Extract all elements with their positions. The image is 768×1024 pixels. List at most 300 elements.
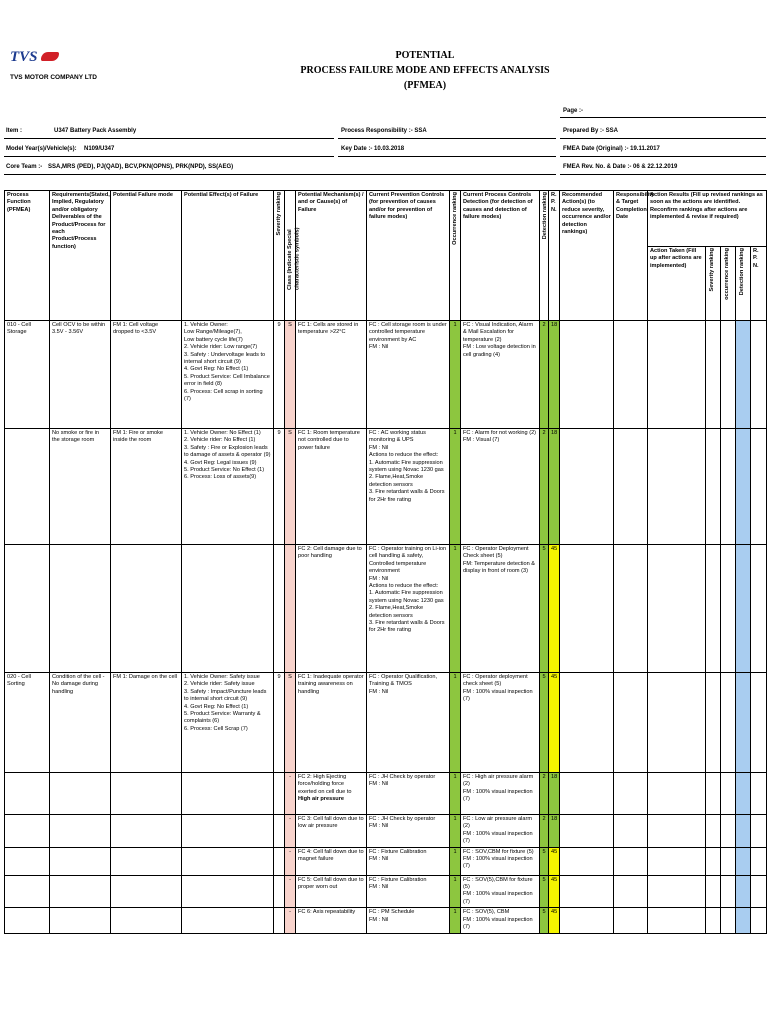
prepared-by: Prepared By :- SSA (563, 128, 619, 134)
model-value: N109/U347 (84, 146, 115, 152)
effects-cell (182, 545, 274, 673)
requirement-cell (50, 847, 111, 875)
doc-title-line3: (PFMEA) (403, 80, 447, 91)
rpn-cell (549, 545, 560, 673)
detection-cell (540, 773, 549, 815)
rpn-cell (549, 429, 560, 545)
detection-cell-text: 2 (542, 774, 546, 780)
header-recommended: Recommended Action(s) (to reduce severity, occurrence and/or detection rankings) (560, 191, 614, 321)
detection-controls-cell-text: FC : SOV(5), CBM FM : 100% visual inspection (7) (463, 909, 533, 931)
header-failure-mode: Potential Failure mode (111, 191, 182, 321)
class-cell (285, 908, 296, 934)
revised-severity-cell (706, 908, 721, 934)
table-row (5, 908, 767, 934)
prevention-cell (367, 815, 450, 848)
detection-cell-text: 2 (542, 322, 546, 328)
failure-mode-cell-text: FM 1: Fire or smoke inside the room (113, 430, 164, 444)
responsibility-cell (614, 321, 648, 429)
detection-cell (540, 908, 549, 934)
header-effects: Potential Effect(s) of Failure (182, 191, 274, 321)
recommended-action-cell (560, 875, 614, 908)
class-cell-text: S (288, 674, 292, 680)
recommended-action-cell (560, 545, 614, 673)
recommended-action-cell (560, 321, 614, 429)
revised-severity-cell (706, 815, 721, 848)
prevention-cell-text: FC : Operator Qualification, Training & TMOS FM : Nil (369, 674, 438, 695)
rpn-cell-text: 18 (551, 430, 558, 436)
class-cell-text: S (288, 322, 292, 328)
class-cell (285, 673, 296, 773)
occurrence-cell (450, 545, 461, 673)
revised-severity-cell (706, 875, 721, 908)
responsibility-cell (614, 815, 648, 848)
fmea-revision: FMEA Rev. No. & Date :- 06 & 22.12.2019 (563, 164, 678, 170)
header-severity (274, 191, 285, 321)
detection-cell (540, 875, 549, 908)
prevention-cell (367, 908, 450, 934)
detection-controls-cell-text: FC : Low air pressure alarm (2) FM : 100% visual inspection (7) (463, 816, 533, 845)
cause-cell (296, 673, 367, 773)
cause-cell-text: FC 6: Axis repeatability (298, 909, 356, 916)
company-name: TVS MOTOR COMPANY LTD (10, 74, 97, 81)
requirement-cell (50, 875, 111, 908)
cause-cell (296, 429, 367, 545)
prevention-cell (367, 847, 450, 875)
process-function-cell (5, 847, 50, 875)
class-cell-text: - (289, 909, 291, 916)
recommended-action-cell (560, 847, 614, 875)
action-taken-cell (648, 847, 706, 875)
responsibility-cell (614, 875, 648, 908)
class-cell-text: - (289, 876, 291, 883)
detection-cell-text: 5 (542, 876, 546, 883)
severity-cell (274, 847, 285, 875)
prevention-cell (367, 875, 450, 908)
class-cell (285, 815, 296, 848)
header-action-taken: Action Taken (Fill up after actions are implemented) (648, 247, 706, 321)
failure-mode-cell (111, 673, 182, 773)
revised-rpn-cell (751, 847, 767, 875)
fmea-date: FMEA Date (Original) :- 19.11.2017 (563, 146, 660, 152)
revised-rpn-cell (751, 815, 767, 848)
process-responsibility: Process Responsibility :- SSA (341, 128, 427, 134)
detection-controls-cell (461, 908, 540, 934)
effects-cell (182, 847, 274, 875)
cause-cell (296, 545, 367, 673)
prevention-cell-text: FC : AC working status monitoring & UPS FM : Nil Actions to reduce the effect: 1. Automatic Fire suppression system using Novac 1230 gas 2. Flame,Heat,Smoke detection sensors 3. Fire retardant walls & Doors for 2Hr fire rating (369, 430, 445, 503)
occurrence-cell-text: 1 (453, 848, 457, 855)
process-function-cell-text: 010 - Cell Storage (7, 322, 31, 336)
failure-mode-cell (111, 815, 182, 848)
prevention-cell (367, 429, 450, 545)
prevention-cell-text: FC : Cell storage room is under controlled temperature environment by AC FM : Nil (369, 322, 447, 351)
revised-detection-cell (736, 773, 751, 815)
model-label: Model Year(s)/Vehicle(s): (6, 146, 77, 152)
revised-rpn-cell (751, 321, 767, 429)
rpn-cell (549, 673, 560, 773)
failure-mode-cell (111, 321, 182, 429)
header-occurrence-text: Occurrence ranking (452, 192, 458, 245)
rpn-cell-text: 45 (551, 546, 558, 552)
rpn-cell-text: 45 (551, 674, 558, 680)
occurrence-cell-text: 1 (453, 546, 457, 552)
failure-mode-cell (111, 545, 182, 673)
requirement-cell-text: Cell OCV to be within 3.5V - 3.56V (52, 322, 106, 336)
action-taken-cell (648, 875, 706, 908)
horse-logo-icon (41, 52, 59, 61)
cause-cell-text: FC 1: Inadequate operator training awareness on handling (298, 674, 364, 695)
detection-controls-cell (461, 815, 540, 848)
action-taken-cell (648, 908, 706, 934)
prevention-cell-text: FC : Fixture Calibration FM : Nil (369, 876, 427, 891)
header-requirements: Requirements(Stated, Implied, Regulatory and/or obligatory Deliverables of the Product/Process for each Product/Process function) (50, 191, 111, 321)
rpn-cell (549, 875, 560, 908)
detection-cell-text: 5 (542, 909, 546, 916)
cause-cell-text: FC 5: Cell fall down due to proper worn out (298, 876, 364, 891)
effects-cell (182, 321, 274, 429)
detection-cell (540, 545, 549, 673)
doc-title-line2: PROCESS FAILURE MODE AND EFFECTS ANALYSIS (300, 65, 550, 76)
revised-occurrence-cell (721, 673, 736, 773)
core-team-label: Core Team :- (6, 164, 43, 170)
table-row (5, 815, 767, 848)
detection-cell (540, 429, 549, 545)
requirement-cell (50, 321, 111, 429)
cause-cell (296, 875, 367, 908)
prevention-cell-text: FC : Operator training on Li-ion cell handling & safety, Controlled temperature environment FM : Nil Actions to reduce the effect: 1. Automatic Fire suppression system using Novac 1230 gas 2. Flame,Heat,Smoke detection sensors 3. Fire retardant walls & Doors for 2Hr fire rating (369, 546, 447, 634)
revised-rpn-cell (751, 673, 767, 773)
occurrence-cell-text: 1 (453, 322, 457, 328)
process-function-cell (5, 321, 50, 429)
rpn-cell-text: 18 (551, 816, 558, 822)
header-severity-text: Severity ranking (276, 192, 282, 236)
occurrence-cell (450, 429, 461, 545)
detection-controls-cell-text: FC : SOV,CBM for fixture (5) FM : 100% visual inspection (7) (463, 848, 534, 870)
prevention-cell (367, 321, 450, 429)
class-cell (285, 429, 296, 545)
class-cell (285, 545, 296, 673)
header-occurrence (450, 191, 461, 321)
class-cell (285, 773, 296, 815)
occurrence-cell (450, 815, 461, 848)
effects-cell (182, 815, 274, 848)
detection-controls-cell-text: FC : Alarm for not working (2) FM : Visual (7) (463, 430, 537, 444)
revised-severity-cell (706, 773, 721, 815)
prevention-cell-text: FC : JH Check by operator FM : Nil (369, 816, 436, 830)
cause-cell-text: FC 1: Room temperature not controlled due to power failure (298, 430, 360, 451)
process-function-cell (5, 815, 50, 848)
revised-severity-cell (706, 847, 721, 875)
requirement-cell (50, 673, 111, 773)
responsibility-cell (614, 773, 648, 815)
revised-rpn-cell (751, 908, 767, 934)
revised-detection-cell (736, 429, 751, 545)
severity-cell (274, 545, 285, 673)
header-detection-revised (736, 247, 751, 321)
occurrence-cell-text: 1 (453, 430, 457, 436)
header-occurrence-revised (721, 247, 736, 321)
detection-cell-text: 5 (542, 674, 546, 680)
class-cell-text: - (289, 816, 291, 822)
header-severity-revised-text: Severity ranking (709, 248, 716, 292)
action-taken-cell (648, 673, 706, 773)
table-row (5, 875, 767, 908)
severity-cell (274, 321, 285, 429)
class-cell-text: S (288, 430, 292, 436)
table-row (5, 773, 767, 815)
pfmea-table (4, 190, 767, 934)
detection-cell (540, 321, 549, 429)
table-row (5, 847, 767, 875)
cause-emphasis: High air pressure (298, 796, 345, 803)
cause-cell (296, 908, 367, 934)
core-team-value: SSA,MRS (PED), PJ(QAD), BCV,PKN(OPNS), PRK(NPD), SS(AEG) (48, 164, 234, 170)
prevention-cell-text: FC : Fixture Calibration FM : Nil (369, 848, 427, 863)
header-rpn-revised: R. P. N. (751, 247, 767, 321)
detection-cell-text: 2 (542, 430, 546, 436)
requirement-cell-text: Condition of the cell - No damage during handling (52, 674, 105, 695)
revised-occurrence-cell (721, 908, 736, 934)
failure-mode-cell (111, 773, 182, 815)
severity-cell (274, 815, 285, 848)
failure-mode-cell (111, 847, 182, 875)
effects-cell-text: 1. Vehicle Owner: Low Range/Mileage(7), Low battery cycle life(7) 2. Vehicle rider: Low range(7) 3. Safety : Undervoltage leads to internal short circuit (9) 4. Govt Reg: No Effect (1) 5. Product Service: Cell Imbalance error in field (8) 6. Process: Cell scrap in sorting (7) (184, 322, 270, 403)
revised-detection-cell (736, 545, 751, 673)
doc-title-line1: POTENTIAL (395, 50, 455, 61)
cause-cell (296, 815, 367, 848)
revised-occurrence-cell (721, 847, 736, 875)
cause-cell (296, 773, 367, 815)
rpn-cell (549, 847, 560, 875)
header-action-results: Action Results (Fill up revised rankings as soon as the actions are identified. Reconfirm rankings after actions are implemented & revise if required) (648, 191, 767, 247)
revised-occurrence-cell (721, 429, 736, 545)
detection-controls-cell (461, 875, 540, 908)
responsibility-cell (614, 673, 648, 773)
recommended-action-cell (560, 773, 614, 815)
detection-controls-cell (461, 545, 540, 673)
rpn-cell (549, 815, 560, 848)
prevention-cell (367, 545, 450, 673)
class-cell (285, 847, 296, 875)
prevention-cell-text: FC : PM Schedule FM : Nil (369, 909, 415, 923)
detection-controls-cell-text: FC : Visual Indication, Alarm & Mail Escalation for temperature (2) FM : Low voltage detection in cell grading (4) (463, 322, 536, 358)
process-function-cell (5, 773, 50, 815)
item-value: U347 Battery Pack Assembly (54, 128, 137, 134)
rpn-cell (549, 908, 560, 934)
rpn-cell (549, 321, 560, 429)
header-prevention: Current Prevention Controls (for prevention of causes and/or for prevention of failure modes) (367, 191, 450, 321)
severity-cell-text: 9 (277, 430, 281, 436)
class-cell-text: - (289, 774, 291, 780)
revised-severity-cell (706, 673, 721, 773)
detection-controls-cell-text: FC : Operator Deployment Check sheet (5) FM: Temperature detection & display in front of room (3) (463, 546, 536, 575)
effects-cell (182, 875, 274, 908)
key-date: Key Date :- 10.03.2018 (341, 146, 405, 152)
occurrence-cell-text: 1 (453, 876, 457, 883)
detection-controls-cell-text: FC : SOV(5),CBM for fixture (5) FM : 100% visual inspection (7) (463, 876, 533, 905)
revised-severity-cell (706, 429, 721, 545)
detection-cell-text: 5 (542, 546, 546, 552)
prevention-cell-text: FC : JH Check by operator FM : Nil (369, 774, 436, 788)
detection-controls-cell-text: FC : High air pressure alarm (2) FM : 100% visual inspection (7) (463, 774, 534, 803)
occurrence-cell-text: 1 (453, 816, 457, 822)
effects-cell (182, 908, 274, 934)
effects-cell (182, 673, 274, 773)
action-taken-cell (648, 321, 706, 429)
detection-controls-cell (461, 847, 540, 875)
process-function-cell (5, 908, 50, 934)
recommended-action-cell (560, 673, 614, 773)
process-function-cell (5, 545, 50, 673)
occurrence-cell-text: 1 (453, 674, 457, 680)
cause-cell-text: FC 2: High Ejecting force/holding force exerted on cell due to (298, 774, 352, 795)
requirement-cell (50, 545, 111, 673)
severity-cell (274, 773, 285, 815)
effects-cell-text: 1. Vehicle Owner: No Effect (1) 2. Vehicle rider: No Effect (1) 3. Safety : Fire or Explosion leads to damage of assets & operator (9) 4. Govt Reg: Legal issues (9) 5. Product Service: No Effect (1) 6. Process: Loss of assets(9) (184, 430, 271, 481)
header-detection-text: Detection ranking (542, 192, 548, 240)
revised-occurrence-cell (721, 545, 736, 673)
header-detection (540, 191, 549, 321)
severity-cell (274, 429, 285, 545)
cause-cell (296, 321, 367, 429)
company-logo (10, 48, 59, 66)
table-row (5, 545, 767, 673)
item-label: Item : (6, 128, 23, 134)
action-taken-cell (648, 815, 706, 848)
logo-mark: TVS (10, 49, 38, 65)
failure-mode-cell (111, 908, 182, 934)
revised-rpn-cell (751, 875, 767, 908)
requirement-cell (50, 773, 111, 815)
occurrence-cell (450, 773, 461, 815)
revised-detection-cell (736, 908, 751, 934)
process-function-cell-text: 020 - Cell Sorting (7, 674, 31, 688)
action-taken-cell (648, 429, 706, 545)
recommended-action-cell (560, 815, 614, 848)
detection-controls-cell (461, 673, 540, 773)
rpn-cell-text: 45 (551, 848, 558, 855)
header-rpn: R. P. N. (549, 191, 560, 321)
occurrence-cell-text: 1 (453, 909, 457, 916)
page-label: Page :- (563, 108, 584, 114)
requirement-cell-text: No smoke or fire in the storage room (52, 430, 99, 444)
occurrence-cell (450, 875, 461, 908)
effects-cell (182, 773, 274, 815)
rpn-cell-text: 18 (551, 774, 558, 780)
occurrence-cell (450, 847, 461, 875)
class-cell (285, 321, 296, 429)
action-taken-cell (648, 545, 706, 673)
header-class-text: Class (Indicate Special characteristic symbols) (287, 227, 301, 290)
responsibility-cell (614, 847, 648, 875)
detection-controls-cell (461, 773, 540, 815)
cause-cell-text: FC 3: Cell fall down due to low air pressure (298, 816, 364, 830)
header-class (285, 191, 301, 321)
cause-cell-text: FC 2: Cell damage due to poor handling (298, 546, 362, 560)
detection-cell-text: 5 (542, 848, 546, 855)
rpn-cell-text: 45 (551, 909, 558, 916)
header-responsibility: Responsibility & Target Completion Date (614, 191, 648, 321)
header-detection-revised-text: Detection ranking (739, 248, 746, 296)
class-cell (285, 875, 296, 908)
header-occurrence-revised-text: occurrence ranking (724, 248, 731, 300)
revised-detection-cell (736, 847, 751, 875)
detection-cell (540, 815, 549, 848)
severity-cell (274, 673, 285, 773)
requirement-cell (50, 429, 111, 545)
table-row (5, 673, 767, 773)
revised-detection-cell (736, 815, 751, 848)
revised-detection-cell (736, 321, 751, 429)
occurrence-cell (450, 908, 461, 934)
detection-cell-text: 2 (542, 816, 546, 822)
process-function-cell (5, 875, 50, 908)
prevention-cell (367, 673, 450, 773)
header-process-function: Process Function (PFMEA) (5, 191, 50, 321)
rpn-cell-text: 45 (551, 876, 558, 883)
responsibility-cell (614, 545, 648, 673)
table-row (5, 321, 767, 429)
detection-cell (540, 673, 549, 773)
process-function-cell (5, 429, 50, 545)
severity-cell (274, 875, 285, 908)
detection-controls-cell (461, 321, 540, 429)
header-mechanism: Potential Mechanism(s) / and or Cause(s) of Failure (296, 191, 367, 321)
header-severity-revised (706, 247, 721, 321)
occurrence-cell (450, 321, 461, 429)
rpn-cell-text: 18 (551, 322, 558, 328)
table-row (5, 429, 767, 545)
process-function-cell (5, 673, 50, 773)
failure-mode-cell (111, 429, 182, 545)
failure-mode-cell-text: FM 1: Cell voltage dropped to <3.5V (113, 322, 159, 336)
action-taken-cell (648, 773, 706, 815)
recommended-action-cell (560, 908, 614, 934)
occurrence-cell (450, 673, 461, 773)
revised-occurrence-cell (721, 815, 736, 848)
rpn-cell (549, 773, 560, 815)
header-detection-controls: Current Process Controls Detection (for detection of causes and detection of failure modes) (461, 191, 540, 321)
failure-mode-cell-text: FM 1: Damage on the cell (113, 674, 178, 680)
requirement-cell (50, 908, 111, 934)
revised-rpn-cell (751, 545, 767, 673)
effects-cell-text: 1. Vehicle Owner: Safety issue 2. Vehicle rider: Safety issue 3. Safety : Impact/Puncture leads to internal short circuit (9) 4. Govt Reg: No Effect (1) 5. Product Service: Warranty & complaints (6) 6. Process: Cell Scrap (7) (184, 674, 267, 732)
class-cell-text: - (289, 848, 291, 855)
revised-severity-cell (706, 321, 721, 429)
responsibility-cell (614, 908, 648, 934)
detection-controls-cell-text: FC : Operator deployment check sheet (5) FM : 100% visual inspection (7) (463, 674, 533, 703)
detection-cell (540, 847, 549, 875)
revised-occurrence-cell (721, 773, 736, 815)
revised-detection-cell (736, 875, 751, 908)
prevention-cell (367, 773, 450, 815)
cause-cell-text: FC 1: Cells are stored in temperature >22°C (298, 322, 359, 336)
responsibility-cell (614, 429, 648, 545)
requirement-cell (50, 815, 111, 848)
revised-occurrence-cell (721, 875, 736, 908)
effects-cell (182, 429, 274, 545)
revised-rpn-cell (751, 429, 767, 545)
severity-cell-text: 9 (277, 674, 281, 680)
severity-cell (274, 908, 285, 934)
cause-cell-text: FC 4: Cell fall down due to magnet failure (298, 848, 364, 863)
revised-severity-cell (706, 545, 721, 673)
failure-mode-cell (111, 875, 182, 908)
detection-controls-cell (461, 429, 540, 545)
revised-detection-cell (736, 673, 751, 773)
revised-occurrence-cell (721, 321, 736, 429)
severity-cell-text: 9 (277, 322, 281, 328)
